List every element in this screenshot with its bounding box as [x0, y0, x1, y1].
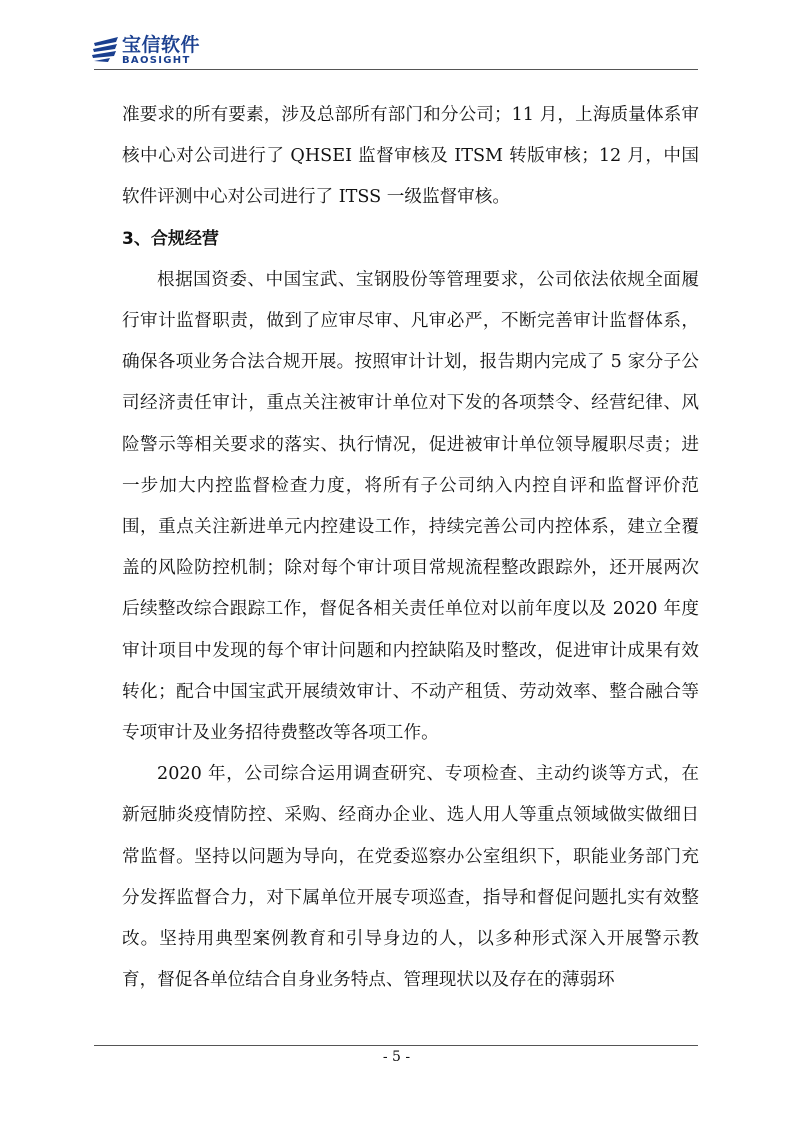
- paragraph-audit: 根据国资委、中国宝武、宝钢股份等管理要求，公司依法依规全面履行审计监督职责，做到了应审尽审、凡审必严，不断完善审计监督体系，确保各项业务合法合规开展。按照审计计划，报告期内完成了 5 家分子公司经济责任审计，重点关注被审计单位对下发的各项禁令、经营纪律、风险警示等相关要求的落实、执行情况，促进被审计单位领导履职尽责；进一步加大内控监督检查力度，将所有子公司纳入内控自评和监督评价范围，重点关注新进单元内控建设工作，持续完善公司内控体系，建立全覆盖的风险防控机制；除对每个审计项目常规流程整改跟踪外，还开展两次后续整改综合跟踪工作，督促各相关责任单位对以前年度以及 2020 年度审计项目中发现的每个审计问题和内控缺陷及时整改，促进审计成果有效转化；配合中国宝武开展绩效审计、不动产租赁、劳动效率、整合融合等专项审计及业务招待费整改等各项工作。: [122, 269, 699, 744]
- page-number: - 5 -: [382, 1049, 411, 1065]
- header-divider: [94, 69, 698, 70]
- body-text: [122, 95, 699, 1001]
- baosight-logo: [92, 34, 212, 68]
- footer-divider: [94, 1045, 698, 1046]
- baosight-wing-icon: [92, 34, 120, 64]
- paragraph-supervision: 2020 年，公司综合运用调查研究、专项检查、主动约谈等方式，在新冠肺炎疫情防控、采购、经商办企业、选人用人等重点领域做实做细日常监督。坚持以问题为导向，在党委巡察办公室组织下，职能业务部门充分发挥监督合力，对下属单位开展专项巡查，指导和督促问题扎实有效整改。坚持用典型案例教育和引导身边的人，以多种形式深入开展警示教育，督促各单位结合自身业务特点、管理现状以及存在的薄弱环: [122, 764, 699, 991]
- logo-english-text: BAOSIGHT: [122, 55, 191, 66]
- paragraph-continued: 准要求的所有要素，涉及总部所有部门和分公司；11 月，上海质量体系审核中心对公司进行了 QHSEI 监督审核及 ITSM 转版审核；12 月，中国软件评测中心对公司进行了 ITSS 一级监督审核。: [122, 105, 699, 208]
- section-heading: 3、合规经营: [122, 228, 219, 249]
- logo-chinese-text: 宝信软件: [122, 34, 201, 56]
